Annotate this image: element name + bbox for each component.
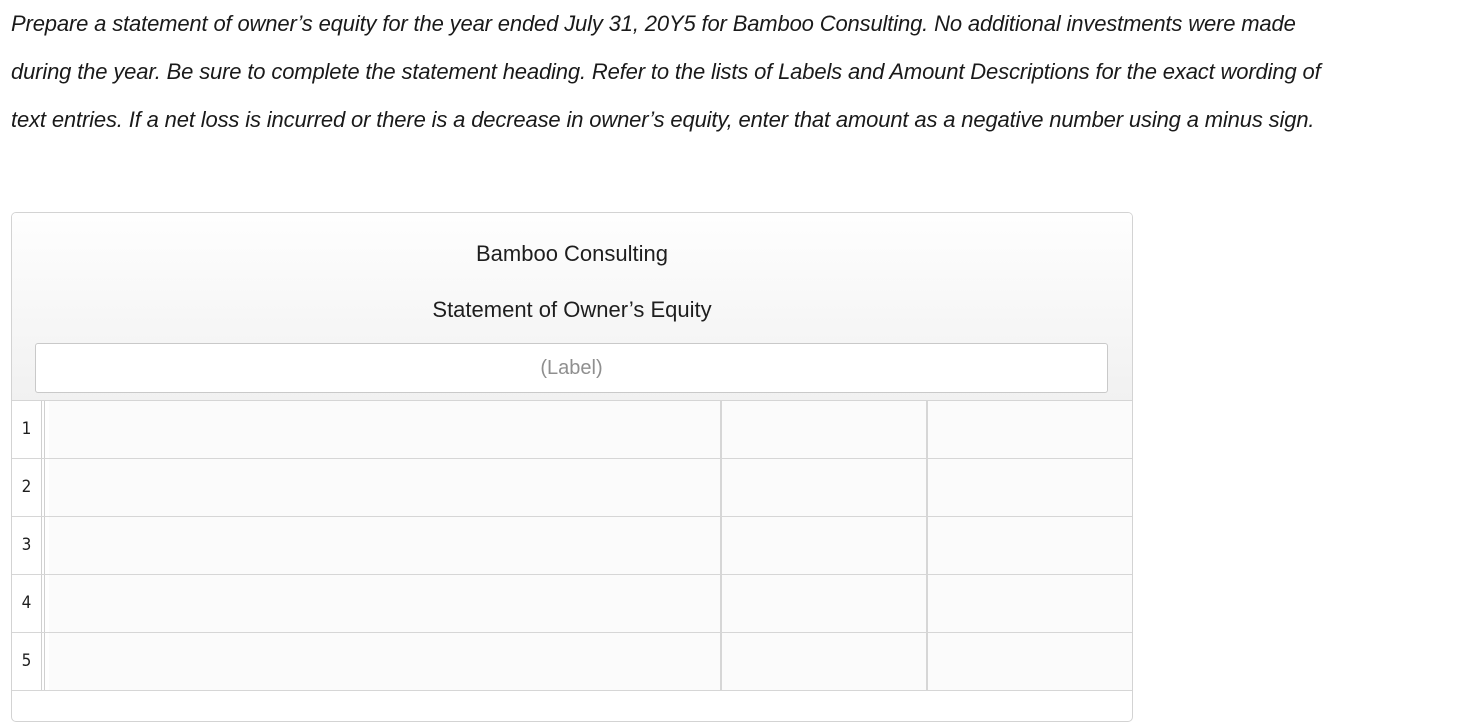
- table-row: [12, 575, 1132, 633]
- table-row: [12, 401, 1132, 459]
- description-cell[interactable]: [49, 517, 722, 574]
- table-row: [12, 517, 1132, 575]
- description-cell[interactable]: [49, 459, 722, 516]
- amount-cell-2[interactable]: [928, 517, 1132, 574]
- amount-cell-1[interactable]: [722, 633, 928, 690]
- table-row: [12, 633, 1132, 691]
- amount-cell-1[interactable]: [722, 575, 928, 632]
- instructions-line: during the year. Be sure to complete the statement heading. Refer to the lists of Labels and Amount Descriptions for the exact wording of: [11, 59, 1321, 84]
- statement-title: Statement of Owner’s Equity: [432, 297, 712, 322]
- description-cell[interactable]: [49, 633, 722, 690]
- amount-cell-2[interactable]: [928, 575, 1132, 632]
- instructions-line: text entries. If a net loss is incurred or there is a decrease in owner’s equity, enter that amount as a negative number using a minus sign.: [11, 107, 1315, 132]
- amount-cell-1[interactable]: [722, 517, 928, 574]
- amount-cell-2[interactable]: [928, 633, 1132, 690]
- statement-heading: [12, 213, 1132, 401]
- row-number: 4: [12, 575, 45, 632]
- statement-rows: [12, 401, 1132, 691]
- description-cell[interactable]: [49, 575, 722, 632]
- heading-label-input[interactable]: [35, 343, 1108, 393]
- row-number: 1: [12, 401, 45, 458]
- instructions-text: [11, 0, 1471, 144]
- amount-cell-1[interactable]: [722, 401, 928, 458]
- amount-cell-2[interactable]: [928, 459, 1132, 516]
- row-number: 2: [12, 459, 45, 516]
- amount-cell-2[interactable]: [928, 401, 1132, 458]
- table-row: [12, 459, 1132, 517]
- statement-worksheet: [11, 212, 1133, 722]
- company-name: Bamboo Consulting: [475, 241, 668, 266]
- description-cell[interactable]: [49, 401, 722, 458]
- row-number: 3: [12, 517, 45, 574]
- instructions-line: Prepare a statement of owner’s equity for the year ended July 31, 20Y5 for Bamboo Consulting. No additional investments were made: [11, 11, 1296, 36]
- row-number: 5: [12, 633, 45, 690]
- amount-cell-1[interactable]: [722, 459, 928, 516]
